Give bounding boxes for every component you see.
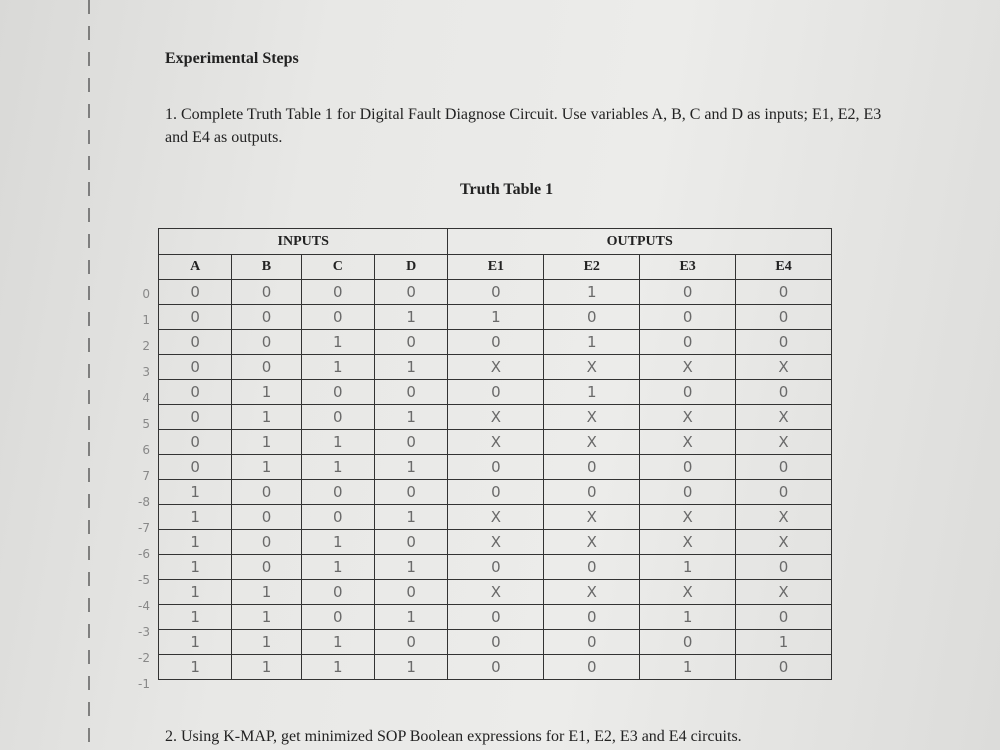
cell-e1: 0 [448, 605, 544, 630]
cell-b: 1 [232, 630, 301, 655]
cell-c: 0 [301, 305, 374, 330]
column-header-b: B [232, 255, 301, 280]
cell-e2: 0 [544, 305, 640, 330]
table-row [159, 630, 832, 655]
cell-d: 0 [374, 630, 448, 655]
row-label: -3 [138, 625, 150, 639]
cell-e2: 0 [544, 555, 640, 580]
cell-d: 0 [374, 380, 448, 405]
step-1-text: 1. Complete Truth Table 1 for Digital Fault Diagnose Circuit. Use variables A, B, C and D as inputs; E1, E2, E3 and E4 as outputs. [165, 106, 882, 146]
cell-e1: X [448, 505, 544, 530]
column-header-c: C [301, 255, 374, 280]
cell-e4: 0 [736, 555, 832, 580]
cell-b: 0 [232, 330, 301, 355]
cell-d: 0 [374, 330, 448, 355]
cell-a: 1 [159, 630, 232, 655]
cell-d: 1 [374, 605, 448, 630]
cell-b: 1 [232, 405, 301, 430]
cell-b: 0 [232, 305, 301, 330]
cell-b: 0 [232, 555, 301, 580]
cell-e1: X [448, 405, 544, 430]
cell-e3: X [640, 405, 736, 430]
cell-e2: 0 [544, 480, 640, 505]
cell-d: 1 [374, 305, 448, 330]
cell-a: 0 [159, 380, 232, 405]
cell-c: 0 [301, 280, 374, 305]
cell-d: 1 [374, 405, 448, 430]
column-header-e1: E1 [448, 255, 544, 280]
row-label: 7 [142, 469, 150, 483]
cell-c: 0 [301, 405, 374, 430]
cell-a: 0 [159, 455, 232, 480]
cell-e2: 0 [544, 455, 640, 480]
cell-b: 0 [232, 480, 301, 505]
cell-e1: 0 [448, 380, 544, 405]
cell-b: 1 [232, 380, 301, 405]
cell-e2: X [544, 355, 640, 380]
table-row [159, 405, 832, 430]
cell-a: 0 [159, 355, 232, 380]
cell-a: 1 [159, 655, 232, 680]
table-row [159, 580, 832, 605]
cell-d: 1 [374, 505, 448, 530]
cell-c: 1 [301, 330, 374, 355]
cell-e3: X [640, 530, 736, 555]
cell-e4: 0 [736, 480, 832, 505]
cell-b: 1 [232, 655, 301, 680]
cell-a: 0 [159, 280, 232, 305]
cell-e3: X [640, 355, 736, 380]
row-label: -8 [138, 495, 150, 509]
cell-b: 1 [232, 455, 301, 480]
cell-e1: 0 [448, 630, 544, 655]
section-heading: Experimental Steps [165, 50, 299, 67]
step-2-text: 2. Using K-MAP, get minimized SOP Boolean expressions for E1, E2, E3 and E4 circuits. [165, 728, 742, 745]
cell-e4: X [736, 430, 832, 455]
row-label: -7 [138, 521, 150, 535]
cell-c: 1 [301, 530, 374, 555]
cell-e4: X [736, 505, 832, 530]
cell-e1: 0 [448, 655, 544, 680]
cell-b: 0 [232, 355, 301, 380]
cell-b: 0 [232, 530, 301, 555]
table-row [159, 605, 832, 630]
table-row [159, 330, 832, 355]
cell-e1: X [448, 430, 544, 455]
table-row [159, 455, 832, 480]
cell-e2: X [544, 530, 640, 555]
cell-b: 1 [232, 605, 301, 630]
cell-e4: 1 [736, 630, 832, 655]
cell-e2: 1 [544, 280, 640, 305]
cell-e2: 0 [544, 605, 640, 630]
cell-c: 0 [301, 605, 374, 630]
cell-e4: 0 [736, 455, 832, 480]
cell-c: 1 [301, 630, 374, 655]
cell-a: 1 [159, 480, 232, 505]
cell-a: 1 [159, 580, 232, 605]
cell-e4: 0 [736, 330, 832, 355]
cell-e3: 1 [640, 605, 736, 630]
table-caption: Truth Table 1 [460, 181, 554, 198]
inputs-group-header: INPUTS [159, 229, 448, 255]
cell-a: 1 [159, 555, 232, 580]
cell-e1: 0 [448, 280, 544, 305]
cell-d: 1 [374, 555, 448, 580]
cell-e4: 0 [736, 380, 832, 405]
cell-e1: 0 [448, 455, 544, 480]
table-row [159, 430, 832, 455]
cell-d: 1 [374, 455, 448, 480]
cell-e2: 1 [544, 380, 640, 405]
cell-e4: X [736, 530, 832, 555]
cell-b: 1 [232, 430, 301, 455]
table-row [159, 555, 832, 580]
row-label: -2 [138, 651, 150, 665]
cell-e4: X [736, 580, 832, 605]
cell-e3: 0 [640, 380, 736, 405]
cell-b: 1 [232, 580, 301, 605]
cell-d: 0 [374, 430, 448, 455]
cell-d: 0 [374, 480, 448, 505]
cell-d: 0 [374, 530, 448, 555]
cell-e3: 0 [640, 280, 736, 305]
column-header-e3: E3 [640, 255, 736, 280]
cell-e3: X [640, 505, 736, 530]
cell-c: 0 [301, 505, 374, 530]
cell-a: 0 [159, 405, 232, 430]
cell-e4: 0 [736, 605, 832, 630]
column-header-a: A [159, 255, 232, 280]
outputs-group-header: OUTPUTS [448, 229, 832, 255]
cell-b: 0 [232, 505, 301, 530]
cell-d: 0 [374, 580, 448, 605]
row-label: -4 [138, 599, 150, 613]
cell-e4: 0 [736, 280, 832, 305]
row-label: 0 [142, 287, 150, 301]
cell-e3: 0 [640, 330, 736, 355]
cell-e2: 0 [544, 655, 640, 680]
cell-e4: X [736, 355, 832, 380]
row-label: 2 [142, 339, 150, 353]
table-row [159, 655, 832, 680]
cell-e3: 1 [640, 655, 736, 680]
cell-e3: 0 [640, 305, 736, 330]
cell-c: 0 [301, 480, 374, 505]
cell-c: 0 [301, 380, 374, 405]
cell-e4: X [736, 405, 832, 430]
cell-e1: 0 [448, 480, 544, 505]
table-row [159, 355, 832, 380]
cell-e1: X [448, 530, 544, 555]
row-label: -1 [138, 677, 150, 691]
cell-d: 1 [374, 355, 448, 380]
cell-e2: 1 [544, 330, 640, 355]
row-margin-labels [118, 281, 158, 697]
cell-e2: X [544, 405, 640, 430]
cell-e1: X [448, 580, 544, 605]
cell-e2: X [544, 580, 640, 605]
cell-e3: 1 [640, 555, 736, 580]
cell-c: 1 [301, 355, 374, 380]
cell-d: 1 [374, 655, 448, 680]
cell-b: 0 [232, 280, 301, 305]
cell-a: 0 [159, 305, 232, 330]
cell-e1: 1 [448, 305, 544, 330]
cell-e2: 0 [544, 630, 640, 655]
table-row [159, 380, 832, 405]
table-row [159, 505, 832, 530]
cell-a: 1 [159, 505, 232, 530]
row-label: 4 [142, 391, 150, 405]
cell-e1: 0 [448, 555, 544, 580]
cell-c: 1 [301, 455, 374, 480]
cell-e3: 0 [640, 630, 736, 655]
row-label: 6 [142, 443, 150, 457]
row-label: 3 [142, 365, 150, 379]
cell-a: 1 [159, 605, 232, 630]
table-row [159, 305, 832, 330]
cell-e1: X [448, 355, 544, 380]
column-header-e2: E2 [544, 255, 640, 280]
cell-a: 0 [159, 330, 232, 355]
cell-c: 1 [301, 555, 374, 580]
table-row [159, 530, 832, 555]
cell-c: 0 [301, 580, 374, 605]
row-label: -5 [138, 573, 150, 587]
cell-a: 1 [159, 530, 232, 555]
cell-c: 1 [301, 655, 374, 680]
cell-e3: X [640, 430, 736, 455]
cell-c: 1 [301, 430, 374, 455]
row-label: 1 [142, 313, 150, 327]
table-row [159, 480, 832, 505]
page-edge-margin [88, 0, 90, 750]
cell-e2: X [544, 430, 640, 455]
cell-a: 0 [159, 430, 232, 455]
truth-table [158, 228, 832, 680]
cell-e4: 0 [736, 305, 832, 330]
cell-e1: 0 [448, 330, 544, 355]
cell-d: 0 [374, 280, 448, 305]
column-header-d: D [374, 255, 448, 280]
table-row [159, 280, 832, 305]
cell-e2: X [544, 505, 640, 530]
cell-e4: 0 [736, 655, 832, 680]
cell-e3: 0 [640, 455, 736, 480]
row-label: 5 [142, 417, 150, 431]
column-header-e4: E4 [736, 255, 832, 280]
cell-e3: X [640, 580, 736, 605]
cell-e3: 0 [640, 480, 736, 505]
row-label: -6 [138, 547, 150, 561]
